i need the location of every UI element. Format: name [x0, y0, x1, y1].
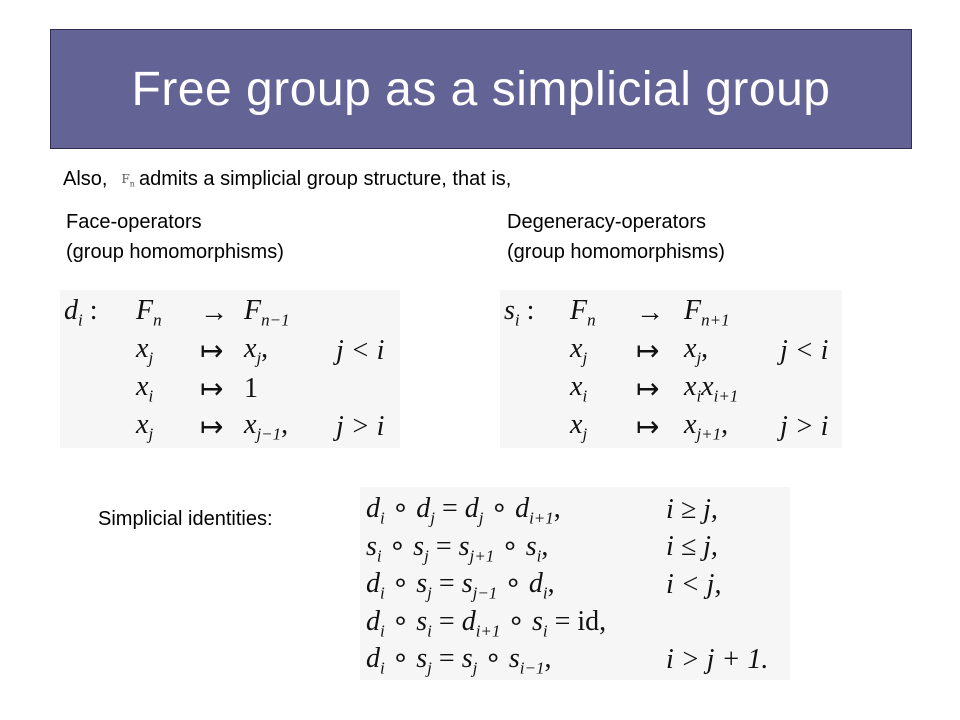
identity-equation-sym [366, 643, 385, 678]
identity-equation [366, 643, 552, 678]
face-op-dst [244, 373, 258, 404]
identity-equation-text: ∘ [494, 530, 526, 562]
intro-line [63, 168, 511, 191]
identity-equation-sym [413, 530, 429, 566]
degeneracy-heading-line-2: (group homomorphisms) [507, 241, 725, 263]
identity-equation-text: = [431, 643, 462, 675]
degeneracy-op-dst-base: x [684, 333, 697, 365]
degeneracy-op-arrow: ↦ [636, 374, 660, 405]
identity-equation-sym [525, 530, 542, 566]
degeneracy-op-condition: j < i [780, 335, 829, 366]
identity-equation-sym-base: s [416, 568, 428, 600]
identity-equation-sym-sub: i [380, 621, 385, 641]
face-op-src-sub: n [153, 310, 162, 330]
identity-equation-sym-base: s [508, 643, 520, 675]
degeneracy-op-src-sub: j [582, 348, 588, 368]
face-op-src [136, 295, 162, 330]
degeneracy-op-src-sub: i [582, 386, 588, 406]
identity-row [366, 641, 768, 679]
identity-equation-sym-sub: j [427, 583, 432, 603]
face-op-dst [244, 295, 290, 330]
face-op-arrow: → [200, 297, 228, 328]
degeneracy-op-src-cell [570, 332, 636, 370]
free-group-symbol-sub: n [129, 179, 135, 189]
degeneracy-op-src-cell [570, 294, 636, 332]
face-heading-line-2: (group homomorphisms) [66, 241, 284, 263]
identity-condition-cell [666, 529, 768, 567]
degeneracy-op-src-base: x [570, 409, 583, 441]
degeneracy-op-dst-extra [701, 371, 739, 406]
identity-equation-sym-base: s [458, 530, 470, 562]
degeneracy-op-cond-cell [780, 408, 828, 446]
identity-equation-sym-sub: j [478, 508, 484, 528]
degeneracy-op-dst-sub: n+1 [701, 310, 730, 330]
identity-equation [366, 493, 561, 528]
face-op-arrow-cell [200, 370, 244, 408]
face-op-cond-cell [336, 294, 384, 332]
degeneracy-op-dst-sub: j+1 [696, 424, 722, 444]
identity-equation [366, 530, 549, 566]
identity-equation [366, 605, 607, 641]
identity-equation-sym [464, 493, 484, 528]
degeneracy-op-dst-cell [684, 294, 780, 332]
face-op-condition: j < i [336, 335, 385, 366]
face-op-row [64, 408, 384, 446]
degeneracy-op-src-cell [570, 408, 636, 446]
degeneracy-op-row [504, 332, 828, 370]
simplicial-identities-table [366, 491, 768, 679]
identity-equation-sym [528, 568, 548, 603]
identity-condition: i < j, [666, 568, 722, 600]
face-op-src [136, 333, 154, 368]
identity-equation-text: ∘ [500, 605, 532, 637]
face-op-arrow-cell [200, 408, 244, 446]
face-op-src-base: x [136, 333, 149, 365]
identity-equation-sym-base: s [525, 530, 537, 562]
identity-equation-cell [366, 641, 666, 679]
identity-equation-sym-base: d [366, 568, 380, 600]
identity-equation-sym-base: d [461, 605, 476, 637]
degeneracy-op-src [570, 409, 588, 444]
degeneracy-op-row [504, 370, 828, 408]
face-op-src-base: x [136, 371, 149, 403]
degeneracy-op-lhs [504, 295, 520, 330]
degeneracy-op-src-sub: j [582, 424, 588, 444]
identity-equation-sym [515, 493, 554, 528]
degeneracy-op-dst-cell [684, 332, 780, 370]
degeneracy-op-arrow: ↦ [636, 412, 660, 443]
face-op-cond-cell [336, 408, 384, 446]
identity-equation-sym-sub: i [427, 621, 432, 641]
identity-equation-sym-sub: j+1 [469, 546, 495, 566]
degeneracy-op-src [570, 295, 596, 330]
identity-equation-sym-sub: i+1 [475, 621, 501, 641]
face-op-dst-sub: j−1 [256, 424, 282, 444]
face-op-dst-sub: j [256, 348, 262, 368]
identity-condition-cell [666, 566, 768, 604]
face-op-lhs-base: d [64, 295, 78, 327]
identity-equation-sym-sub: j [424, 546, 429, 566]
identity-equation-sym-base: d [366, 605, 380, 637]
face-op-comma: , [281, 409, 289, 441]
face-op-src-sub: j [148, 348, 154, 368]
identity-row [366, 491, 768, 529]
face-heading-line-1: Face-operators [66, 211, 202, 233]
degeneracy-op-row [504, 408, 828, 446]
degeneracy-op-comma: , [701, 333, 709, 365]
identity-equation-sym-base: s [461, 643, 473, 675]
face-op-lhs [64, 295, 83, 330]
face-op-colon: : [82, 295, 98, 327]
degeneracy-op-dst-base: F [684, 295, 702, 327]
identity-equation-sym [416, 643, 432, 678]
degeneracy-op-condition: j > i [780, 411, 829, 442]
degeneracy-op-dst-sub: i [696, 386, 702, 406]
degeneracy-op-dst-base: x [684, 371, 697, 403]
identity-equation-text: = [435, 493, 465, 524]
degeneracy-heading-line-1: Degeneracy-operators [507, 211, 706, 233]
face-op-cond-cell [336, 370, 384, 408]
identity-equation-sym [366, 530, 382, 566]
identity-condition-cell [666, 491, 768, 529]
degeneracy-operators-formula [500, 290, 842, 448]
identity-equation-sym [458, 530, 495, 566]
identity-equation [366, 568, 555, 603]
identity-equation-sym [416, 568, 432, 603]
identity-equation-sym-sub: i [380, 658, 385, 678]
identity-equation-text: ∘ [384, 643, 417, 675]
identity-equation-sym-base: d [528, 568, 543, 600]
face-op-dst [244, 333, 262, 368]
face-operators-table [64, 294, 384, 446]
identity-equation-text: , [553, 493, 561, 524]
face-op-lhs-sub: i [78, 310, 83, 330]
degeneracy-op-dst-base: x [684, 409, 697, 441]
identity-equation-text: ∘ [483, 493, 516, 524]
identity-equation-sym [461, 568, 498, 603]
degeneracy-op-arrow-cell [636, 332, 684, 370]
degeneracy-op-cond-cell [780, 370, 828, 408]
identity-equation-sym [508, 643, 545, 678]
identity-equation-cell [366, 604, 666, 642]
degeneracy-op-lhs-cell [504, 370, 570, 408]
face-op-lhs-cell [64, 408, 136, 446]
identity-equation-text: ∘ [381, 530, 414, 562]
identity-equation-sym [531, 605, 548, 641]
identity-equation-sym-base: d [464, 493, 479, 524]
title-bar [50, 29, 912, 149]
identity-condition: i > j + 1. [666, 644, 769, 676]
identity-equation-sym-sub: i [380, 508, 385, 528]
degeneracy-operators-heading [507, 207, 725, 267]
identity-equation-sym-base: d [366, 643, 380, 675]
identity-equation-text: ∘ [384, 493, 417, 524]
degeneracy-op-arrow: → [636, 297, 664, 328]
degeneracy-op-src-sub: n [587, 310, 596, 330]
degeneracy-op-dst [684, 295, 730, 330]
identity-equation-cell [366, 529, 666, 567]
identity-equation-text: , [547, 568, 555, 600]
face-op-src-cell [136, 370, 200, 408]
face-op-condition: j > i [336, 411, 385, 442]
face-op-dst-base: x [244, 333, 257, 365]
face-op-arrow-cell [200, 294, 244, 332]
identity-equation-text: ∘ [477, 643, 509, 675]
identity-condition-cell [666, 604, 768, 642]
degeneracy-op-dst-sub: j [696, 348, 702, 368]
face-op-src-base: F [136, 295, 154, 327]
identity-equation-text: = [428, 530, 459, 562]
identity-equation-text: ∘ [384, 605, 417, 637]
face-op-comma: , [261, 333, 269, 365]
identity-equation-sym-sub: i [542, 583, 548, 603]
face-op-dst-cell [244, 332, 336, 370]
identity-equation-sym-base: s [416, 643, 428, 675]
degeneracy-op-arrow-cell [636, 370, 684, 408]
identity-equation-sym [461, 605, 501, 641]
face-op-arrow: ↦ [200, 412, 224, 443]
degeneracy-op-src [570, 371, 588, 406]
face-op-dst-cell [244, 294, 336, 332]
degeneracy-op-dst-cell [684, 370, 780, 408]
degeneracy-op-dst [684, 333, 702, 368]
degeneracy-op-src-base: x [570, 371, 583, 403]
identity-equation-sym [461, 643, 478, 678]
identity-equation-sym-sub: j [427, 658, 432, 678]
identity-equation-cell [366, 566, 666, 604]
identity-equation-sym-base: d [416, 493, 431, 524]
identity-condition-cell [666, 641, 768, 679]
identity-equation-sym-sub: i [542, 621, 548, 641]
identity-equation-text: = [431, 605, 462, 637]
degeneracy-op-arrow: ↦ [636, 336, 660, 367]
identity-equation-cell [366, 491, 666, 529]
identity-row [366, 566, 768, 604]
identity-equation-sym-base: s [413, 530, 425, 562]
identity-equation-text: ∘ [384, 568, 417, 600]
degeneracy-op-arrow-cell [636, 294, 684, 332]
face-op-dst-cell [244, 370, 336, 408]
degeneracy-op-dst-extra-base: x [701, 371, 714, 403]
face-op-src-sub: j [148, 424, 154, 444]
degeneracy-op-arrow-cell [636, 408, 684, 446]
degeneracy-op-src-base: x [570, 333, 583, 365]
identity-equation-sym-sub: j [472, 658, 478, 678]
identity-equation-text: ∘ [497, 568, 529, 600]
identity-equation-text: , [541, 530, 549, 562]
face-op-src-cell [136, 408, 200, 446]
identity-equation-sym-sub: j−1 [472, 583, 498, 603]
degeneracy-op-lhs-base: s [504, 295, 515, 327]
identity-equation-sym [366, 568, 385, 603]
identity-row [366, 529, 768, 567]
degeneracy-op-lhs-sub: i [514, 310, 520, 330]
degeneracy-op-src [570, 333, 588, 368]
intro-suffix: admits a simplicial group structure, that is, [138, 168, 512, 190]
identity-equation-sym-sub: i [536, 546, 542, 566]
face-op-dst [244, 409, 282, 444]
face-op-row [64, 370, 384, 408]
identity-equation-text: = [431, 568, 462, 600]
degeneracy-op-dst-extra-sub: i+1 [713, 386, 739, 406]
identity-equation-sym-base: d [366, 493, 380, 524]
face-op-dst-cell [244, 408, 336, 446]
degeneracy-op-dst [684, 409, 722, 444]
identity-equation-sym-sub: i+1 [529, 508, 554, 528]
face-op-src [136, 409, 154, 444]
face-operators-formula [60, 290, 400, 448]
face-op-src-base: x [136, 409, 149, 441]
face-op-dst-base: 1 [244, 373, 258, 404]
degeneracy-op-src-cell [570, 370, 636, 408]
free-group-symbol [121, 172, 134, 188]
degeneracy-op-cond-cell [780, 294, 828, 332]
degeneracy-operators-table [504, 294, 828, 446]
face-op-row [64, 332, 384, 370]
identity-equation-sym-base: s [366, 530, 377, 562]
identity-equation-sym [366, 493, 385, 528]
face-op-src-cell [136, 332, 200, 370]
identity-equation-sym-sub: i−1 [519, 658, 545, 678]
simplicial-identities-label: Simplicial identities: [98, 508, 273, 530]
identity-equation-text: = id, [547, 605, 607, 637]
face-op-lhs-cell [64, 294, 136, 332]
face-operators-heading [66, 207, 284, 267]
degeneracy-op-lhs-cell [504, 294, 570, 332]
degeneracy-op-dst [684, 371, 702, 406]
face-op-dst-base: F [244, 295, 262, 327]
face-op-dst-sub: n−1 [261, 310, 290, 330]
slide-title: Free group as a simplicial group [131, 62, 831, 116]
simplicial-identities-formula [360, 487, 790, 680]
degeneracy-op-lhs-cell [504, 408, 570, 446]
identity-equation-sym-base: s [416, 605, 428, 637]
identity-condition: i ≤ j, [666, 531, 718, 563]
degeneracy-op-row [504, 294, 828, 332]
identity-equation-sym [416, 605, 432, 641]
face-op-arrow-cell [200, 332, 244, 370]
identity-equation-sym-base: s [461, 568, 473, 600]
identity-equation-sym [416, 493, 435, 528]
degeneracy-op-cond-cell [780, 332, 828, 370]
degeneracy-op-comma: , [721, 409, 729, 441]
face-op-dst-base: x [244, 409, 257, 441]
face-op-arrow: ↦ [200, 374, 224, 405]
face-op-cond-cell [336, 332, 384, 370]
identity-condition: i ≥ j, [666, 493, 718, 525]
identity-equation-sym-sub: j [430, 508, 435, 528]
degeneracy-op-lhs-cell [504, 332, 570, 370]
intro-prefix: Also, [63, 168, 108, 190]
face-op-row [64, 294, 384, 332]
face-op-arrow: ↦ [200, 336, 224, 367]
face-op-src [136, 371, 154, 406]
identity-equation-sym [366, 605, 385, 641]
degeneracy-op-colon: : [519, 295, 535, 327]
identity-equation-text: , [544, 643, 552, 675]
face-op-src-cell [136, 294, 200, 332]
face-op-src-sub: i [148, 386, 154, 406]
identity-equation-sym-base: d [515, 493, 530, 524]
degeneracy-op-dst-cell [684, 408, 780, 446]
identity-row [366, 604, 768, 642]
free-group-symbol-base: F [121, 172, 130, 186]
identity-equation-sym-base: s [531, 605, 543, 637]
identity-equation-sym-sub: i [380, 583, 385, 603]
degeneracy-op-src-base: F [570, 295, 588, 327]
face-op-lhs-cell [64, 332, 136, 370]
face-op-lhs-cell [64, 370, 136, 408]
identity-equation-sym-sub: i [376, 546, 382, 566]
